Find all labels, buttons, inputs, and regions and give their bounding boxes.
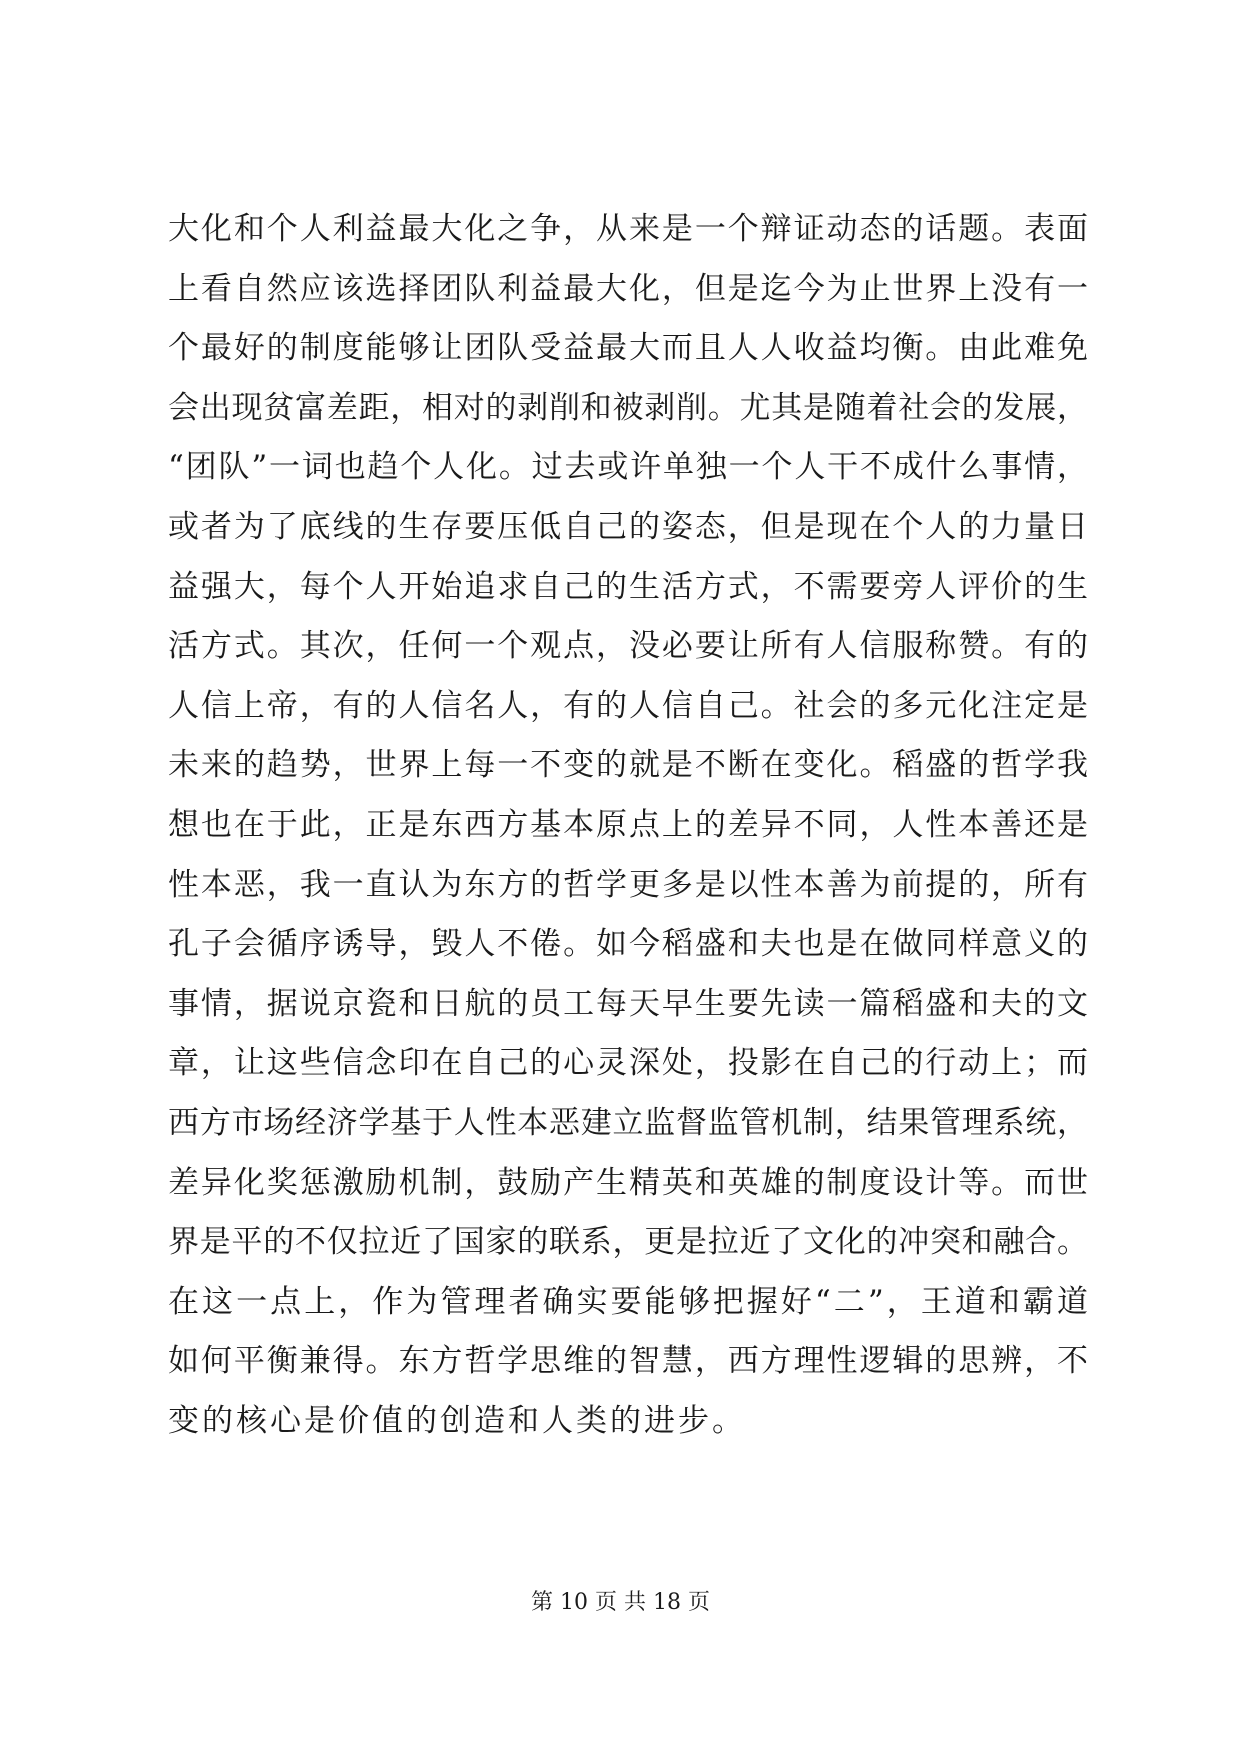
text-line: 个最好的制度能够让团队受益最大而且人人收益均衡。由此难免 bbox=[168, 330, 1088, 367]
text-line: 西方市场经济学基于人性本恶建立监督监管机制，结果管理系统， bbox=[168, 1104, 1088, 1141]
text-line: 章，让这些信念印在自己的心灵深处，投影在自己的行动上；而 bbox=[168, 1045, 1088, 1082]
text-line: 如何平衡兼得。东方哲学思维的智慧，西方理性逻辑的思辨，不 bbox=[168, 1343, 1088, 1380]
text-line: 会出现贫富差距，相对的剥削和被剥削。尤其是随着社会的发展， bbox=[168, 389, 1088, 426]
text-line: 活方式。其次，任何一个观点，没必要让所有人信服称赞。有的 bbox=[168, 628, 1088, 665]
text-line: 变的核心是价值的创造和人类的进步。 bbox=[168, 1402, 746, 1439]
text-line: “团队”一词也趋个人化。过去或许单独一个人干不成什么事情， bbox=[168, 449, 1088, 486]
text-line: 想也在于此，正是东西方基本原点上的差异不同，人性本善还是 bbox=[168, 806, 1088, 843]
body-text bbox=[168, 200, 1088, 1451]
text-line: 差异化奖惩激励机制，鼓励产生精英和英雄的制度设计等。而世 bbox=[168, 1164, 1088, 1201]
text-line: 未来的趋势，世界上每一不变的就是不断在变化。稻盛的哲学我 bbox=[168, 747, 1088, 784]
text-line: 上看自然应该选择团队利益最大化，但是迄今为止世界上没有一 bbox=[168, 270, 1088, 307]
text-line: 孔子会循序诱导，毁人不倦。如今稻盛和夫也是在做同样意义的 bbox=[168, 926, 1088, 963]
text-line: 人信上帝，有的人信名人，有的人信自己。社会的多元化注定是 bbox=[168, 687, 1088, 724]
text-line: 大化和个人利益最大化之争，从来是一个辩证动态的话题。表面 bbox=[168, 211, 1088, 247]
text-line: 事情，据说京瓷和日航的员工每天早生要先读一篇稻盛和夫的文 bbox=[168, 985, 1088, 1022]
text-line: 界是平的不仅拉近了国家的联系，更是拉近了文化的冲突和融合。 bbox=[168, 1224, 1088, 1261]
page-number-footer: 第 10 页 共 18 页 bbox=[531, 1590, 710, 1615]
text-line: 或者为了底线的生存要压低自己的姿态，但是现在个人的力量日 bbox=[168, 508, 1088, 545]
text-line: 益强大，每个人开始追求自己的生活方式，不需要旁人评价的生 bbox=[168, 568, 1088, 605]
text-line: 性本恶，我一直认为东方的哲学更多是以性本善为前提的，所有 bbox=[168, 866, 1088, 903]
text-line: 在这一点上，作为管理者确实要能够把握好“二”，王道和霸道 bbox=[168, 1283, 1088, 1320]
